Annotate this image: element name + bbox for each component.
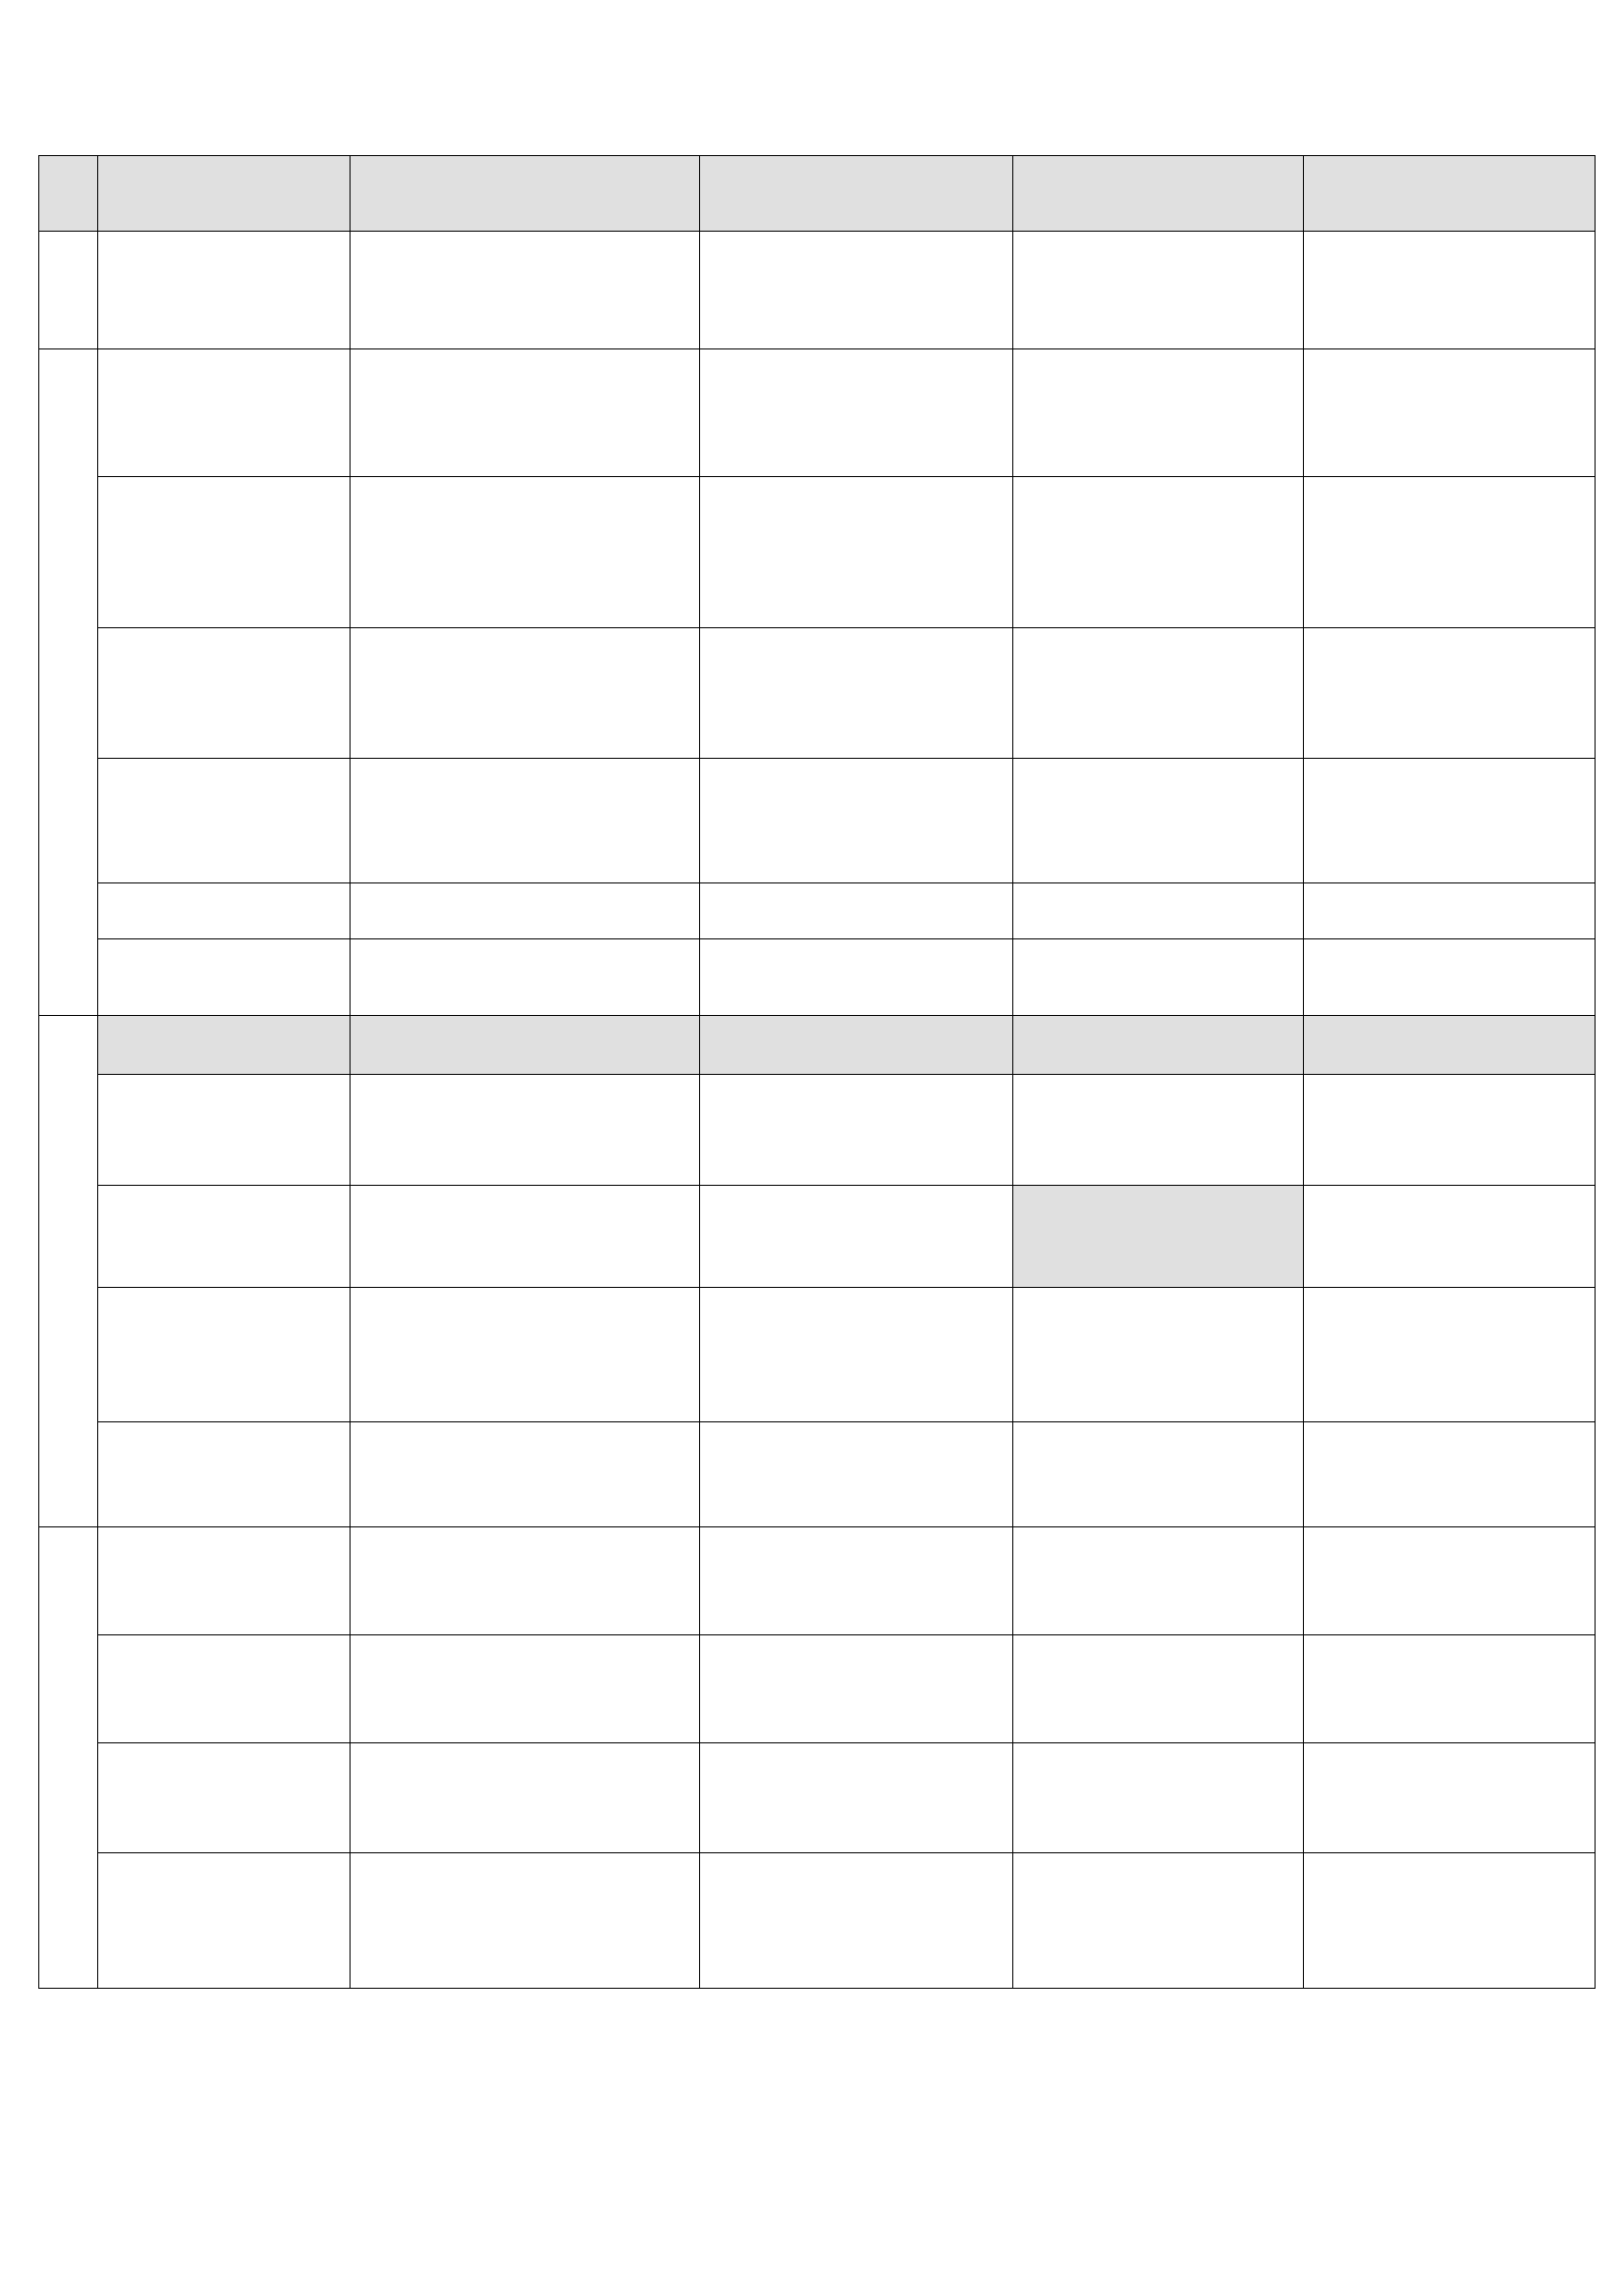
day-cell — [1013, 1743, 1304, 1853]
day-number — [98, 477, 350, 504]
day-number — [351, 628, 699, 655]
day-number — [1304, 939, 1595, 966]
day-number — [98, 759, 350, 785]
day-number — [351, 759, 699, 785]
day-cell — [351, 232, 700, 349]
header-pazartesi — [98, 156, 351, 232]
day-number — [1013, 759, 1303, 785]
day-cell — [1013, 1288, 1304, 1422]
day-number — [1304, 1422, 1595, 1449]
day-cell — [1304, 349, 1596, 477]
day-cell — [1304, 1743, 1596, 1853]
day-cell — [1013, 1186, 1304, 1288]
day-cell — [98, 1186, 351, 1288]
day-number — [700, 1016, 1012, 1042]
day-cell — [1013, 1853, 1304, 1989]
day-number — [1013, 1422, 1303, 1449]
week-row — [39, 1016, 1596, 1075]
day-number — [700, 349, 1012, 376]
day-cell — [1304, 477, 1596, 628]
day-cell — [1013, 759, 1304, 883]
day-number — [98, 628, 350, 655]
day-number — [700, 759, 1012, 785]
day-number — [351, 232, 699, 258]
day-cell — [98, 1016, 351, 1075]
day-number — [98, 1743, 350, 1770]
day-cell — [351, 1288, 700, 1422]
day-cell — [700, 1635, 1013, 1743]
day-number — [1013, 628, 1303, 655]
day-number — [1013, 349, 1303, 376]
day-cell — [1013, 477, 1304, 628]
day-cell — [700, 939, 1013, 1016]
day-number — [351, 1635, 699, 1662]
day-cell — [1304, 939, 1596, 1016]
weekday-header-row — [39, 156, 1596, 232]
day-cell — [700, 1743, 1013, 1853]
day-cell — [98, 759, 351, 883]
day-number — [98, 349, 350, 376]
day-cell — [351, 1635, 700, 1743]
day-number — [1013, 1853, 1303, 1880]
day-number — [351, 1288, 699, 1314]
day-cell — [700, 1853, 1013, 1989]
week-row — [39, 232, 1596, 349]
day-cell — [351, 939, 700, 1016]
day-cell — [98, 1853, 351, 1989]
day-cell — [1013, 1075, 1304, 1186]
day-number — [1304, 1016, 1595, 1042]
day-cell — [700, 1016, 1013, 1075]
day-number — [1013, 1743, 1303, 1770]
week-row — [39, 1422, 1596, 1527]
day-cell — [1304, 759, 1596, 883]
day-number — [98, 883, 350, 910]
day-cell — [1013, 628, 1304, 759]
day-cell — [98, 939, 351, 1016]
header-corner — [39, 156, 98, 232]
day-number — [98, 1853, 350, 1880]
day-number — [700, 939, 1012, 966]
day-cell — [1304, 1853, 1596, 1989]
day-number — [98, 1635, 350, 1662]
week-row — [39, 939, 1596, 1016]
day-number — [1304, 1635, 1595, 1662]
day-number — [1304, 232, 1595, 258]
week-row — [39, 477, 1596, 628]
day-number — [351, 1186, 699, 1212]
day-cell — [98, 232, 351, 349]
month-cell — [39, 1016, 98, 1527]
day-number — [98, 1016, 350, 1042]
day-cell — [1304, 1016, 1596, 1075]
day-cell — [1304, 628, 1596, 759]
day-cell — [1304, 1288, 1596, 1422]
day-number — [1304, 759, 1595, 785]
day-cell — [1013, 232, 1304, 349]
week-row — [39, 1527, 1596, 1635]
day-cell — [1013, 1527, 1304, 1635]
week-row — [39, 1743, 1596, 1853]
day-cell — [700, 349, 1013, 477]
day-number — [1304, 477, 1595, 504]
header-carsamba — [700, 156, 1013, 232]
day-number — [351, 1016, 699, 1042]
day-number — [351, 477, 699, 504]
week-row — [39, 1186, 1596, 1288]
day-number — [1304, 1075, 1595, 1101]
week-row — [39, 1288, 1596, 1422]
day-number — [700, 477, 1012, 504]
day-number — [351, 1853, 699, 1880]
day-number — [700, 1635, 1012, 1662]
day-number — [1013, 1288, 1303, 1314]
day-cell — [700, 1288, 1013, 1422]
day-cell — [98, 1743, 351, 1853]
header-cuma — [1304, 156, 1596, 232]
day-number — [1304, 883, 1595, 910]
day-cell — [1304, 1422, 1596, 1527]
day-number — [1013, 939, 1303, 966]
day-number — [1304, 1853, 1595, 1880]
day-cell — [700, 883, 1013, 939]
day-number — [700, 1743, 1012, 1770]
week-row — [39, 1075, 1596, 1186]
day-number — [98, 1186, 350, 1212]
day-number — [1304, 1288, 1595, 1314]
day-cell — [700, 1186, 1013, 1288]
month-cell — [39, 1527, 98, 1989]
day-number — [1013, 883, 1303, 910]
day-cell — [700, 232, 1013, 349]
month-cell — [39, 349, 98, 1016]
day-cell — [98, 1075, 351, 1186]
day-cell — [1304, 1186, 1596, 1288]
day-cell — [700, 628, 1013, 759]
day-number — [700, 883, 1012, 910]
day-cell — [351, 1016, 700, 1075]
day-number — [98, 1075, 350, 1101]
day-cell — [351, 1743, 700, 1853]
day-number — [1304, 349, 1595, 376]
day-cell — [98, 883, 351, 939]
day-cell — [351, 477, 700, 628]
day-cell — [1013, 883, 1304, 939]
day-cell — [1304, 883, 1596, 939]
day-cell — [700, 1422, 1013, 1527]
day-cell — [700, 1075, 1013, 1186]
day-number — [700, 1422, 1012, 1449]
day-number — [98, 232, 350, 258]
day-cell — [351, 1075, 700, 1186]
day-number — [700, 1186, 1012, 1212]
header-sali — [351, 156, 700, 232]
day-cell — [98, 628, 351, 759]
day-number — [98, 1288, 350, 1314]
week-row — [39, 883, 1596, 939]
day-cell — [1013, 1635, 1304, 1743]
day-number — [351, 1422, 699, 1449]
day-cell — [1013, 1016, 1304, 1075]
day-number — [700, 1288, 1012, 1314]
day-cell — [98, 1288, 351, 1422]
week-row — [39, 1853, 1596, 1989]
day-number — [98, 939, 350, 966]
day-number — [1013, 1016, 1303, 1042]
month-cell — [39, 232, 98, 349]
day-number — [1304, 1743, 1595, 1770]
day-cell — [1304, 1527, 1596, 1635]
day-cell — [700, 1527, 1013, 1635]
day-number — [1304, 1527, 1595, 1554]
day-cell — [1304, 1075, 1596, 1186]
day-number — [351, 1527, 699, 1554]
exam-calendar-table — [38, 155, 1596, 1989]
day-cell — [98, 1527, 351, 1635]
day-cell — [351, 349, 700, 477]
day-number — [98, 1527, 350, 1554]
day-number — [1013, 477, 1303, 504]
day-number — [1013, 232, 1303, 258]
day-number — [351, 349, 699, 376]
day-cell — [700, 477, 1013, 628]
header-persembe — [1013, 156, 1304, 232]
day-cell — [351, 1527, 700, 1635]
day-number — [1304, 1186, 1595, 1212]
day-number — [700, 232, 1012, 258]
day-number — [98, 1422, 350, 1449]
day-cell — [98, 349, 351, 477]
day-number — [351, 1743, 699, 1770]
day-cell — [351, 883, 700, 939]
day-number — [1013, 1075, 1303, 1101]
day-number — [1013, 1527, 1303, 1554]
day-number — [1013, 1635, 1303, 1662]
week-row — [39, 349, 1596, 477]
day-number — [351, 883, 699, 910]
calendar-body — [39, 232, 1596, 1989]
day-number — [700, 1075, 1012, 1101]
day-number — [1304, 628, 1595, 655]
day-number — [700, 1853, 1012, 1880]
day-number — [1013, 1186, 1303, 1212]
day-number — [351, 1075, 699, 1101]
day-cell — [700, 759, 1013, 883]
day-cell — [351, 1422, 700, 1527]
day-number — [700, 628, 1012, 655]
day-cell — [351, 1853, 700, 1989]
day-number — [351, 939, 699, 966]
week-row — [39, 1635, 1596, 1743]
day-cell — [1013, 939, 1304, 1016]
day-cell — [1013, 349, 1304, 477]
day-number — [700, 1527, 1012, 1554]
week-row — [39, 628, 1596, 759]
day-cell — [351, 628, 700, 759]
day-cell — [98, 1635, 351, 1743]
day-cell — [1304, 232, 1596, 349]
day-cell — [351, 1186, 700, 1288]
day-cell — [1013, 1422, 1304, 1527]
day-cell — [98, 477, 351, 628]
week-row — [39, 759, 1596, 883]
day-cell — [1304, 1635, 1596, 1743]
day-cell — [98, 1422, 351, 1527]
day-cell — [351, 759, 700, 883]
